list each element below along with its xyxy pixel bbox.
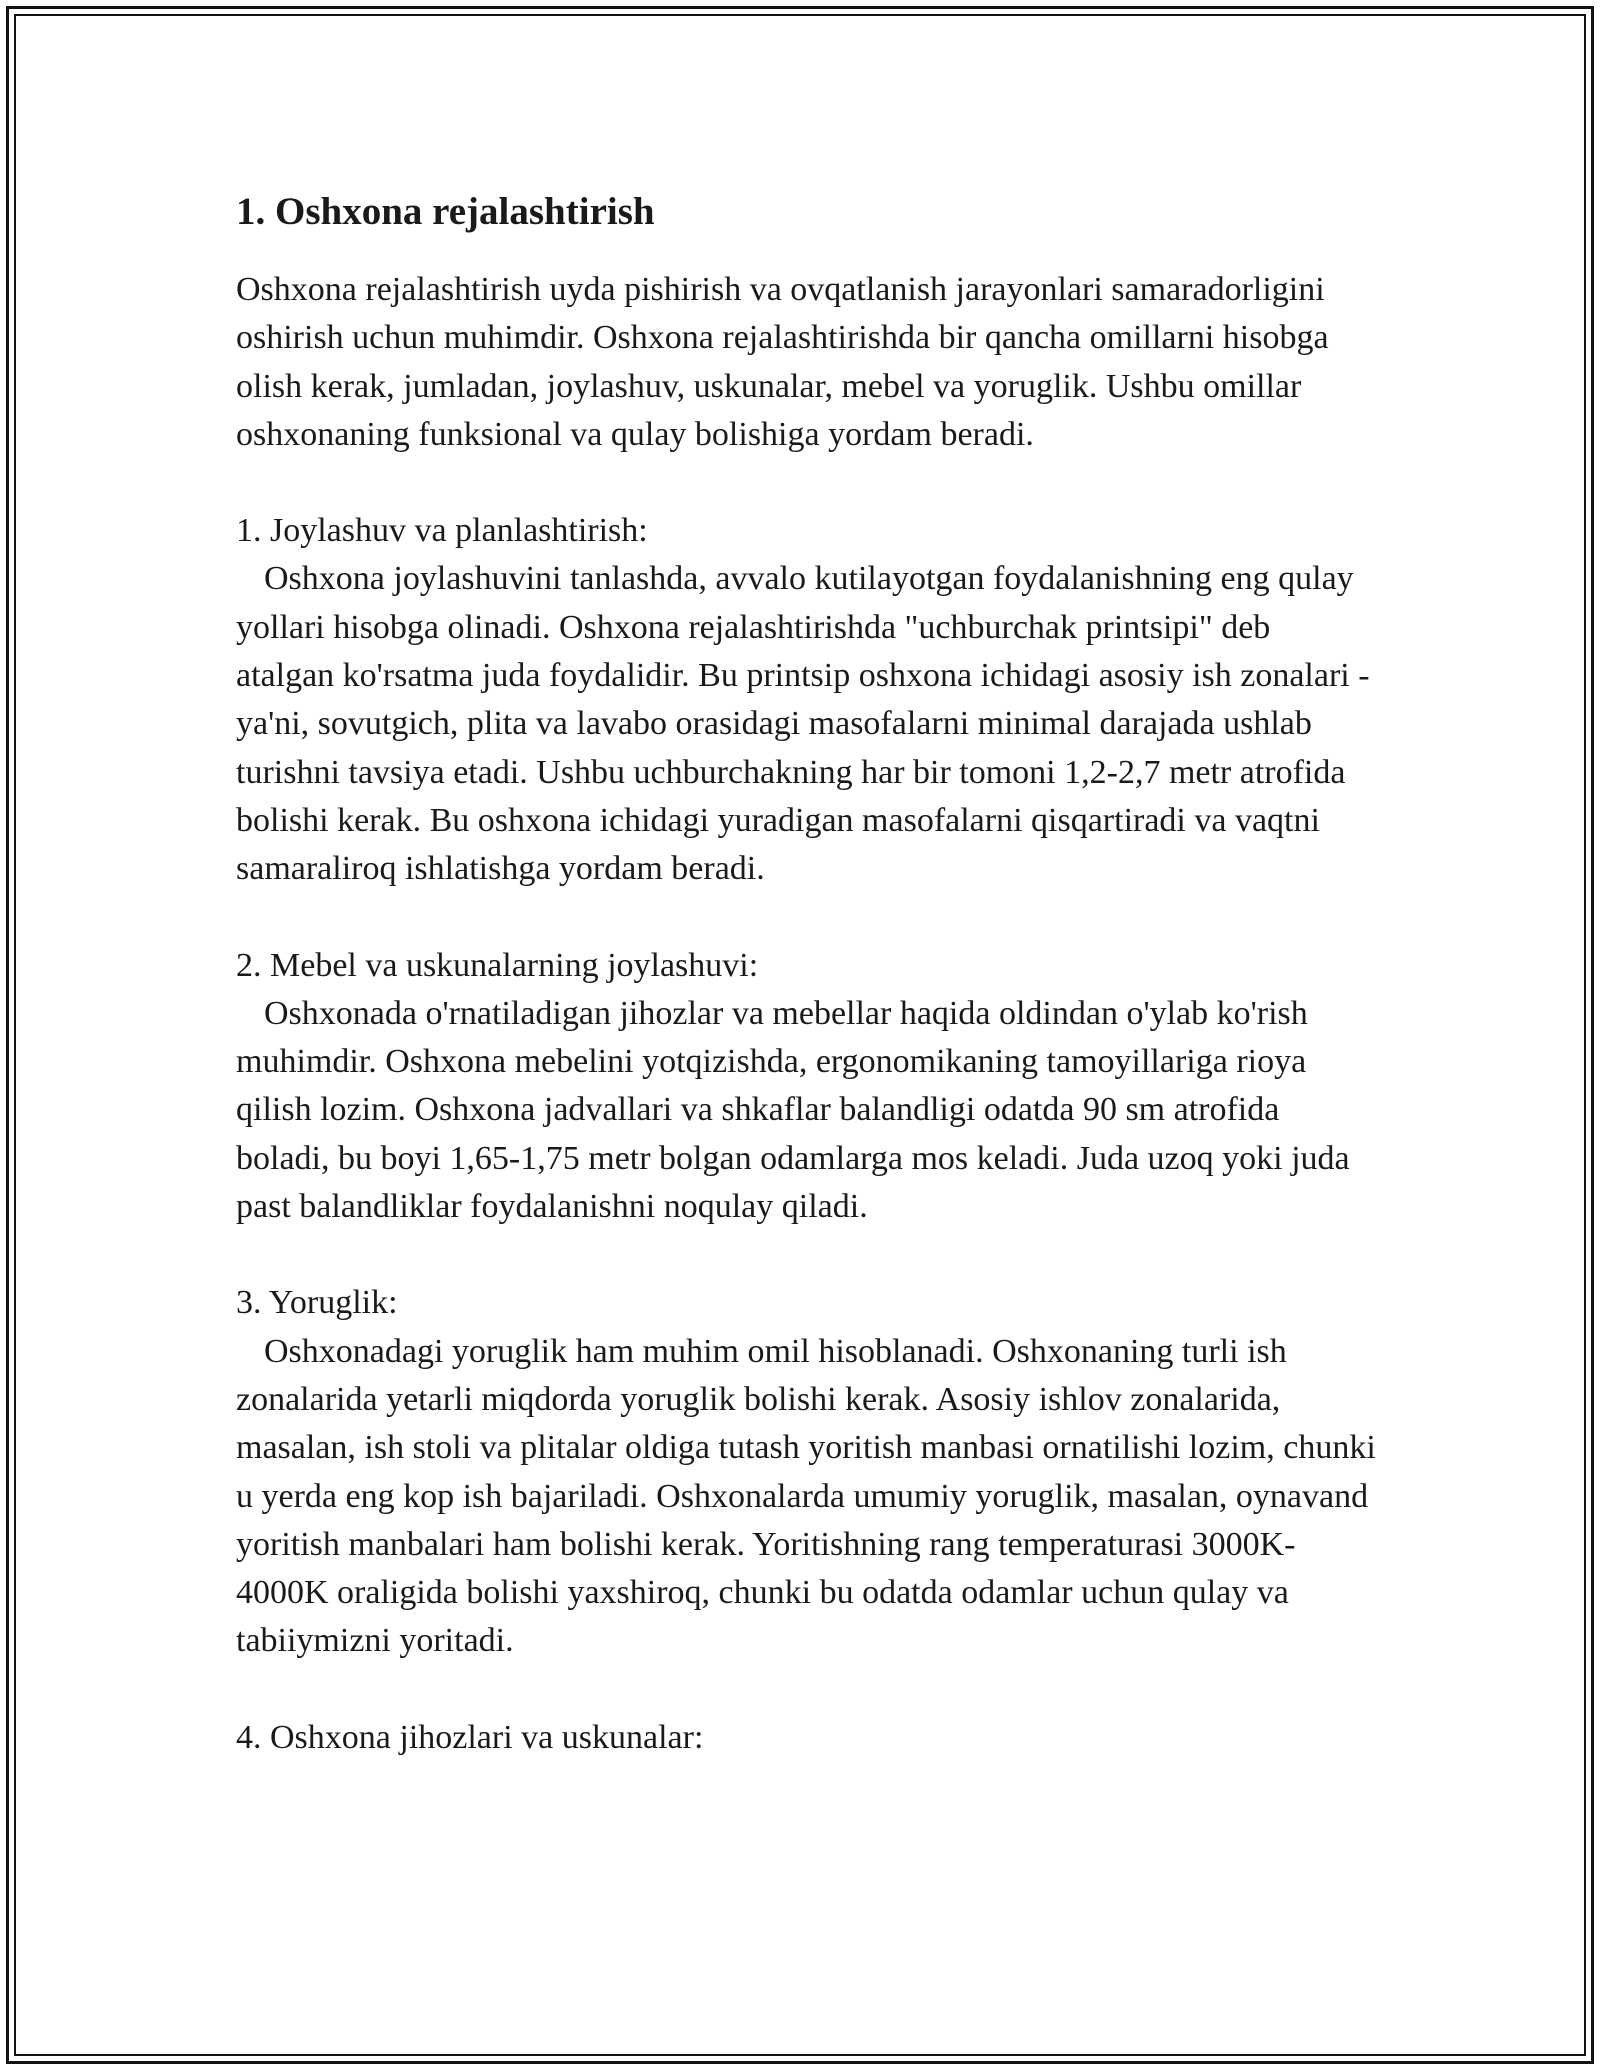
section-lighting — [236, 1279, 1385, 1665]
section-title: 1. Joylashuv va planlashtirish: — [236, 512, 648, 550]
document-body — [236, 184, 1385, 1810]
section-title: 4. Oshxona jihozlari va uskunalar: — [236, 1718, 704, 1756]
section-body: Oshxonadagi yoruglik ham muhim omil hisoblanadi. Oshxonaning turli ish zonalarida yetarli miqdorda yoruglik bolishi kerak. Asosiy ishlov zonalarida, masalan, ish stoli va plitalar oldiga tutash yoritish manbasi ornatilishi lozim, chunki u yerda eng kop ish bajariladi. Oshxonalarda umumiy yoruglik, masalan, oynavand yoritish manbalari ham bolishi kerak. Yoritishning rang temperaturasi 3000K-4000K oraligida bolishi yaxshiroq, chunki bu odatda odamlar uchun qulay va tabiiymizni yoritadi. — [236, 1332, 1385, 1660]
section-location — [236, 507, 1379, 893]
section-body: Oshxona joylashuvini tanlashda, avvalo kutilayotgan foydalanishning eng qulay yollari hisobga olinadi. Oshxona rejalashtirishda "uchburchak printsipi" deb atalgan ko'rsatma juda foydalidir. Bu printsip oshxona ichidagi asosiy ish zonalari - ya'ni, sovutgich, plita va lavabo orasidagi masofalarni minimal darajada ushlab turishni tavsiya etadi. Ushbu uchburchakning har bir tomoni 1,2-2,7 metr atrofida bolishi kerak. Bu oshxona ichidagi yuradigan masofalarni qisqartiradi va vaqtni samaraliroq ishlatishga yordam beradi. — [236, 560, 1379, 888]
section-body: Oshxonada o'rnatiladigan jihozlar va mebellar haqida oldindan o'ylab ko'rish muhimdir. Oshxona mebelini yotqizishda, ergonomikaning tamoyillariga rioya qilish lozim. Oshxona jadvallari va shkaflar balandligi odatda 90 sm atrofida boladi, bu boyi 1,65-1,75 metr bolgan odamlarga mos keladi. Juda uzoq yoki juda past balandliklar foydalanishni noqulay qiladi. — [236, 994, 1359, 1226]
section-title: 3. Yoruglik: — [236, 1284, 398, 1322]
section-title: 2. Mebel va uskunalarning joylashuvi: — [236, 946, 759, 984]
section-furniture — [236, 942, 1376, 1232]
section-equipment — [236, 1714, 1376, 1762]
intro-paragraph: Oshxona rejalashtirish uyda pishirish va ovqatlanish jarayonlari samaradorligini oshirish uchun muhimdir. Oshxona rejalashtirishda bir qancha omillarni hisobga olish kerak, jumladan, joylashuv, uskunalar, mebel va yoruglik. Ushbu omillar oshxonaning funksional va qulay bolishiga yordam beradi. — [236, 271, 1338, 453]
document-heading: 1. Oshxona rejalashtirish — [236, 190, 655, 233]
